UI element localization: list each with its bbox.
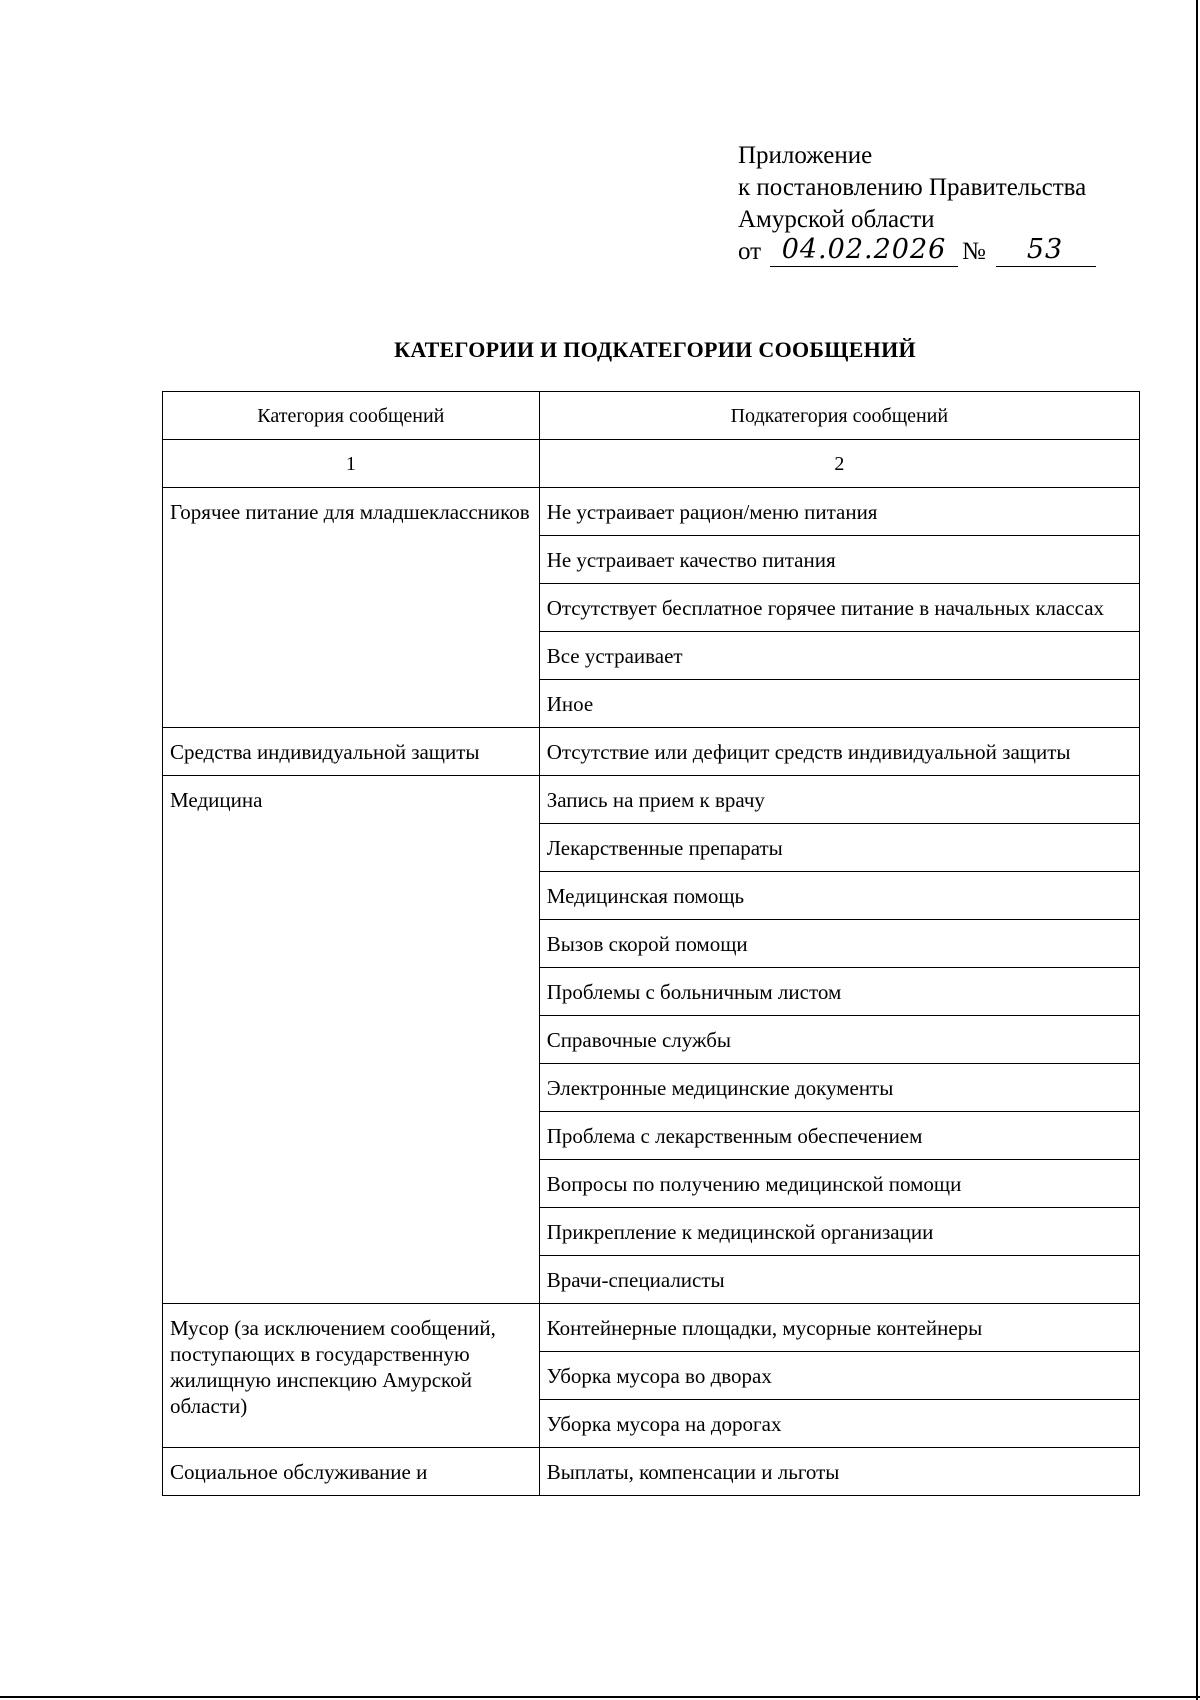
table-row	[163, 1304, 1140, 1352]
subcategory-cell: Проблема с лекарственным обеспечением	[539, 1112, 1139, 1160]
subcategory-cell: Уборка мусора во дворах	[539, 1352, 1139, 1400]
appendix-date-line	[738, 236, 1086, 268]
subcategory-cell: Электронные медицинские документы	[539, 1064, 1139, 1112]
date-prefix: от	[738, 238, 762, 265]
subcategory-cell: Справочные службы	[539, 1016, 1139, 1064]
column-number-2: 2	[539, 440, 1139, 488]
category-cell: Медицина	[163, 776, 540, 1304]
page-edge-bottom	[0, 1696, 1200, 1698]
document-title: КАТЕГОРИИ И ПОДКАТЕГОРИИ СООБЩЕНИЙ	[394, 337, 916, 362]
table-row	[163, 728, 1140, 776]
subcategory-cell: Выплаты, компенсации и льготы	[539, 1448, 1139, 1496]
subcategory-cell: Отсутствие или дефицит средств индивидуальной защиты	[539, 728, 1139, 776]
subcategory-cell: Врачи-специалисты	[539, 1256, 1139, 1304]
subcategory-cell: Не устраивает рацион/меню питания	[539, 488, 1139, 536]
subcategory-cell: Лекарственные препараты	[539, 824, 1139, 872]
subcategory-cell: Вопросы по получению медицинской помощи	[539, 1160, 1139, 1208]
appendix-line-1: Приложение	[738, 142, 873, 169]
subcategory-cell: Контейнерные площадки, мусорные контейнеры	[539, 1304, 1139, 1352]
header-subcategory: Подкатегория сообщений	[539, 392, 1139, 440]
number-sign: №	[962, 238, 986, 265]
category-cell: Социальное обслуживание и	[163, 1448, 540, 1496]
subcategory-cell: Отсутствует бесплатное горячее питание в начальных классах	[539, 584, 1139, 632]
page-edge-right	[1196, 0, 1198, 1700]
appendix-line-3: Амурской области	[738, 206, 935, 233]
subcategory-cell: Медицинская помощь	[539, 872, 1139, 920]
category-cell: Горячее питание для младшеклассников	[163, 488, 540, 728]
table-row	[163, 1448, 1140, 1496]
header-category: Категория сообщений	[163, 392, 540, 440]
subcategory-cell: Запись на прием к врачу	[539, 776, 1139, 824]
table-number-row	[163, 440, 1140, 488]
table-row	[163, 776, 1140, 824]
subcategory-cell: Проблемы с больничным листом	[539, 968, 1139, 1016]
subcategory-cell: Уборка мусора на дорогах	[539, 1400, 1139, 1448]
appendix-block	[738, 140, 1086, 268]
subcategory-cell: Вызов скорой помощи	[539, 920, 1139, 968]
appendix-line-2: к постановлению Правительства	[738, 174, 1087, 201]
handwritten-number: 53	[1026, 234, 1064, 265]
categories-table	[162, 391, 1140, 1496]
table-row	[163, 488, 1140, 536]
table-header-row	[163, 392, 1140, 440]
category-cell: Средства индивидуальной защиты	[163, 728, 540, 776]
subcategory-cell: Не устраивает качество питания	[539, 536, 1139, 584]
subcategory-cell: Иное	[539, 680, 1139, 728]
date-underline	[770, 266, 958, 267]
subcategory-cell: Все устраивает	[539, 632, 1139, 680]
number-underline	[996, 266, 1096, 267]
category-cell: Мусор (за исключением сообщений, поступающих в государственную жилищную инспекцию Амурской области)	[163, 1304, 540, 1448]
handwritten-date: 04.02.2026	[781, 234, 947, 265]
subcategory-cell: Прикрепление к медицинской организации	[539, 1208, 1139, 1256]
column-number-1: 1	[163, 440, 540, 488]
